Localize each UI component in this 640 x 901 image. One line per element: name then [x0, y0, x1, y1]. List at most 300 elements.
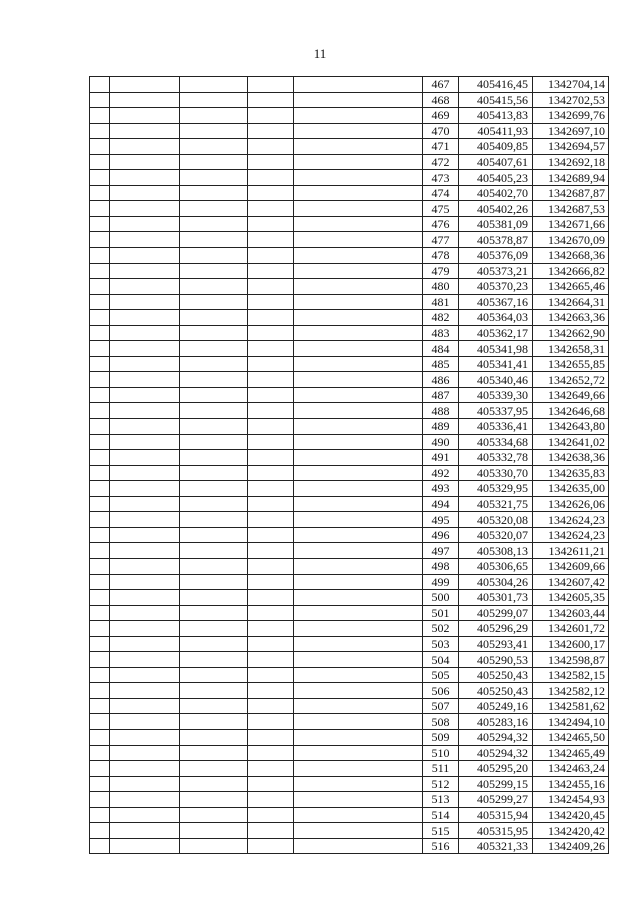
y-coordinate-cell: 1342641,02 — [533, 434, 609, 450]
x-coordinate-cell: 405294,32 — [459, 745, 533, 761]
x-coordinate-cell: 405405,23 — [459, 170, 533, 186]
blank-cell-5 — [294, 838, 423, 854]
point-number-cell: 512 — [423, 776, 459, 792]
blank-cell-2 — [110, 823, 180, 839]
blank-cell-1 — [90, 341, 110, 357]
blank-cell-4 — [248, 465, 294, 481]
point-number-cell: 482 — [423, 310, 459, 326]
blank-cell-5 — [294, 558, 423, 574]
point-number-cell: 485 — [423, 356, 459, 372]
point-number-cell: 493 — [423, 481, 459, 497]
blank-cell-2 — [110, 216, 180, 232]
blank-cell-1 — [90, 838, 110, 854]
y-coordinate-cell: 1342665,46 — [533, 279, 609, 295]
table-row — [90, 356, 609, 372]
blank-cell-5 — [294, 201, 423, 217]
blank-cell-3 — [180, 248, 248, 264]
blank-cell-4 — [248, 652, 294, 668]
blank-cell-1 — [90, 108, 110, 124]
point-number-cell: 495 — [423, 512, 459, 528]
blank-cell-3 — [180, 216, 248, 232]
blank-cell-1 — [90, 201, 110, 217]
table-row — [90, 729, 609, 745]
x-coordinate-cell: 405402,70 — [459, 185, 533, 201]
x-coordinate-cell: 405362,17 — [459, 325, 533, 341]
blank-cell-2 — [110, 496, 180, 512]
blank-cell-5 — [294, 341, 423, 357]
blank-cell-1 — [90, 248, 110, 264]
coordinates-table — [89, 76, 609, 854]
blank-cell-1 — [90, 450, 110, 466]
y-coordinate-cell: 1342465,49 — [533, 745, 609, 761]
table-row — [90, 185, 609, 201]
blank-cell-5 — [294, 139, 423, 155]
blank-cell-3 — [180, 527, 248, 543]
blank-cell-5 — [294, 356, 423, 372]
blank-cell-2 — [110, 232, 180, 248]
blank-cell-4 — [248, 419, 294, 435]
blank-cell-4 — [248, 434, 294, 450]
y-coordinate-cell: 1342455,16 — [533, 776, 609, 792]
blank-cell-1 — [90, 698, 110, 714]
table-row — [90, 387, 609, 403]
blank-cell-1 — [90, 590, 110, 606]
blank-cell-5 — [294, 248, 423, 264]
table-row — [90, 512, 609, 528]
blank-cell-3 — [180, 543, 248, 559]
point-number-cell: 514 — [423, 807, 459, 823]
blank-cell-4 — [248, 776, 294, 792]
x-coordinate-cell: 405250,43 — [459, 683, 533, 699]
point-number-cell: 480 — [423, 279, 459, 295]
blank-cell-3 — [180, 294, 248, 310]
table-row — [90, 761, 609, 777]
table-row — [90, 341, 609, 357]
table-row — [90, 325, 609, 341]
blank-cell-4 — [248, 263, 294, 279]
blank-cell-4 — [248, 310, 294, 326]
blank-cell-2 — [110, 263, 180, 279]
x-coordinate-cell: 405301,73 — [459, 590, 533, 606]
point-number-cell: 494 — [423, 496, 459, 512]
x-coordinate-cell: 405411,93 — [459, 123, 533, 139]
blank-cell-1 — [90, 92, 110, 108]
x-coordinate-cell: 405364,03 — [459, 310, 533, 326]
blank-cell-1 — [90, 154, 110, 170]
x-coordinate-cell: 405370,23 — [459, 279, 533, 295]
blank-cell-4 — [248, 590, 294, 606]
blank-cell-5 — [294, 465, 423, 481]
blank-cell-3 — [180, 792, 248, 808]
x-coordinate-cell: 405330,70 — [459, 465, 533, 481]
blank-cell-1 — [90, 170, 110, 186]
y-coordinate-cell: 1342420,45 — [533, 807, 609, 823]
blank-cell-4 — [248, 667, 294, 683]
table-row — [90, 698, 609, 714]
blank-cell-5 — [294, 310, 423, 326]
point-number-cell: 484 — [423, 341, 459, 357]
blank-cell-5 — [294, 481, 423, 497]
blank-cell-5 — [294, 621, 423, 637]
blank-cell-2 — [110, 434, 180, 450]
table-row — [90, 496, 609, 512]
point-number-cell: 474 — [423, 185, 459, 201]
table-row — [90, 838, 609, 854]
blank-cell-5 — [294, 185, 423, 201]
point-number-cell: 481 — [423, 294, 459, 310]
blank-cell-4 — [248, 512, 294, 528]
x-coordinate-cell: 405416,45 — [459, 77, 533, 93]
table-row — [90, 170, 609, 186]
point-number-cell: 503 — [423, 636, 459, 652]
blank-cell-5 — [294, 590, 423, 606]
x-coordinate-cell: 405249,16 — [459, 698, 533, 714]
point-number-cell: 470 — [423, 123, 459, 139]
point-number-cell: 497 — [423, 543, 459, 559]
point-number-cell: 476 — [423, 216, 459, 232]
point-number-cell: 496 — [423, 527, 459, 543]
blank-cell-2 — [110, 792, 180, 808]
y-coordinate-cell: 1342652,72 — [533, 372, 609, 388]
blank-cell-3 — [180, 838, 248, 854]
x-coordinate-cell: 405332,78 — [459, 450, 533, 466]
x-coordinate-cell: 405378,87 — [459, 232, 533, 248]
blank-cell-3 — [180, 823, 248, 839]
blank-cell-5 — [294, 263, 423, 279]
table-row — [90, 543, 609, 559]
blank-cell-5 — [294, 776, 423, 792]
y-coordinate-cell: 1342671,66 — [533, 216, 609, 232]
table-row — [90, 590, 609, 606]
blank-cell-2 — [110, 450, 180, 466]
x-coordinate-cell: 405413,83 — [459, 108, 533, 124]
point-number-cell: 486 — [423, 372, 459, 388]
blank-cell-2 — [110, 605, 180, 621]
x-coordinate-cell: 405402,26 — [459, 201, 533, 217]
blank-cell-4 — [248, 372, 294, 388]
blank-cell-1 — [90, 465, 110, 481]
blank-cell-1 — [90, 823, 110, 839]
blank-cell-2 — [110, 185, 180, 201]
table-row — [90, 279, 609, 295]
point-number-cell: 492 — [423, 465, 459, 481]
blank-cell-1 — [90, 729, 110, 745]
point-number-cell: 477 — [423, 232, 459, 248]
y-coordinate-cell: 1342603,44 — [533, 605, 609, 621]
blank-cell-2 — [110, 403, 180, 419]
blank-cell-4 — [248, 356, 294, 372]
blank-cell-1 — [90, 621, 110, 637]
x-coordinate-cell: 405329,95 — [459, 481, 533, 497]
blank-cell-4 — [248, 838, 294, 854]
blank-cell-3 — [180, 356, 248, 372]
page-number: 11 — [313, 46, 327, 61]
point-number-cell: 489 — [423, 419, 459, 435]
blank-cell-4 — [248, 761, 294, 777]
point-number-cell: 499 — [423, 574, 459, 590]
blank-cell-5 — [294, 496, 423, 512]
blank-cell-1 — [90, 77, 110, 93]
blank-cell-2 — [110, 108, 180, 124]
x-coordinate-cell: 405367,16 — [459, 294, 533, 310]
point-number-cell: 468 — [423, 92, 459, 108]
blank-cell-3 — [180, 481, 248, 497]
blank-cell-1 — [90, 310, 110, 326]
x-coordinate-cell: 405290,53 — [459, 652, 533, 668]
y-coordinate-cell: 1342704,14 — [533, 77, 609, 93]
blank-cell-4 — [248, 325, 294, 341]
blank-cell-3 — [180, 419, 248, 435]
y-coordinate-cell: 1342465,50 — [533, 729, 609, 745]
x-coordinate-cell: 405381,09 — [459, 216, 533, 232]
blank-cell-3 — [180, 574, 248, 590]
table-row — [90, 683, 609, 699]
blank-cell-4 — [248, 543, 294, 559]
point-number-cell: 488 — [423, 403, 459, 419]
x-coordinate-cell: 405321,33 — [459, 838, 533, 854]
blank-cell-5 — [294, 745, 423, 761]
y-coordinate-cell: 1342702,53 — [533, 92, 609, 108]
blank-cell-3 — [180, 170, 248, 186]
table-row — [90, 745, 609, 761]
blank-cell-2 — [110, 838, 180, 854]
table-row — [90, 636, 609, 652]
blank-cell-5 — [294, 216, 423, 232]
blank-cell-2 — [110, 201, 180, 217]
blank-cell-1 — [90, 387, 110, 403]
y-coordinate-cell: 1342635,00 — [533, 481, 609, 497]
y-coordinate-cell: 1342624,23 — [533, 512, 609, 528]
point-number-cell: 508 — [423, 714, 459, 730]
blank-cell-1 — [90, 356, 110, 372]
blank-cell-5 — [294, 605, 423, 621]
y-coordinate-cell: 1342609,66 — [533, 558, 609, 574]
blank-cell-1 — [90, 372, 110, 388]
point-number-cell: 516 — [423, 838, 459, 854]
y-coordinate-cell: 1342663,36 — [533, 310, 609, 326]
point-number-cell: 479 — [423, 263, 459, 279]
y-coordinate-cell: 1342670,09 — [533, 232, 609, 248]
blank-cell-3 — [180, 77, 248, 93]
blank-cell-1 — [90, 714, 110, 730]
blank-cell-4 — [248, 139, 294, 155]
point-number-cell: 507 — [423, 698, 459, 714]
y-coordinate-cell: 1342662,90 — [533, 325, 609, 341]
blank-cell-5 — [294, 279, 423, 295]
y-coordinate-cell: 1342646,68 — [533, 403, 609, 419]
y-coordinate-cell: 1342638,36 — [533, 450, 609, 466]
blank-cell-3 — [180, 714, 248, 730]
table-row — [90, 139, 609, 155]
blank-cell-1 — [90, 232, 110, 248]
table-row — [90, 154, 609, 170]
point-number-cell: 487 — [423, 387, 459, 403]
blank-cell-4 — [248, 248, 294, 264]
blank-cell-4 — [248, 123, 294, 139]
blank-cell-4 — [248, 216, 294, 232]
blank-cell-2 — [110, 621, 180, 637]
blank-cell-3 — [180, 465, 248, 481]
y-coordinate-cell: 1342668,36 — [533, 248, 609, 264]
blank-cell-2 — [110, 139, 180, 155]
blank-cell-1 — [90, 512, 110, 528]
blank-cell-1 — [90, 543, 110, 559]
y-coordinate-cell: 1342635,83 — [533, 465, 609, 481]
table-row — [90, 372, 609, 388]
blank-cell-4 — [248, 450, 294, 466]
y-coordinate-cell: 1342694,57 — [533, 139, 609, 155]
blank-cell-4 — [248, 108, 294, 124]
y-coordinate-cell: 1342494,10 — [533, 714, 609, 730]
blank-cell-2 — [110, 419, 180, 435]
x-coordinate-cell: 405304,26 — [459, 574, 533, 590]
blank-cell-1 — [90, 807, 110, 823]
y-coordinate-cell: 1342582,12 — [533, 683, 609, 699]
blank-cell-5 — [294, 450, 423, 466]
blank-cell-3 — [180, 807, 248, 823]
blank-cell-4 — [248, 636, 294, 652]
blank-cell-2 — [110, 761, 180, 777]
blank-cell-4 — [248, 92, 294, 108]
x-coordinate-cell: 405340,46 — [459, 372, 533, 388]
blank-cell-1 — [90, 527, 110, 543]
blank-cell-2 — [110, 807, 180, 823]
blank-cell-1 — [90, 496, 110, 512]
blank-cell-2 — [110, 574, 180, 590]
blank-cell-5 — [294, 527, 423, 543]
blank-cell-3 — [180, 761, 248, 777]
blank-cell-2 — [110, 512, 180, 528]
x-coordinate-cell: 405283,16 — [459, 714, 533, 730]
blank-cell-4 — [248, 605, 294, 621]
blank-cell-2 — [110, 590, 180, 606]
blank-cell-5 — [294, 683, 423, 699]
x-coordinate-cell: 405337,95 — [459, 403, 533, 419]
x-coordinate-cell: 405293,41 — [459, 636, 533, 652]
table-row — [90, 216, 609, 232]
table-row — [90, 263, 609, 279]
y-coordinate-cell: 1342626,06 — [533, 496, 609, 512]
blank-cell-1 — [90, 636, 110, 652]
blank-cell-3 — [180, 108, 248, 124]
blank-cell-4 — [248, 279, 294, 295]
blank-cell-5 — [294, 403, 423, 419]
blank-cell-4 — [248, 170, 294, 186]
blank-cell-1 — [90, 574, 110, 590]
blank-cell-2 — [110, 667, 180, 683]
point-number-cell: 491 — [423, 450, 459, 466]
table-row — [90, 232, 609, 248]
y-coordinate-cell: 1342454,93 — [533, 792, 609, 808]
blank-cell-3 — [180, 652, 248, 668]
blank-cell-1 — [90, 745, 110, 761]
x-coordinate-cell: 405295,20 — [459, 761, 533, 777]
blank-cell-1 — [90, 761, 110, 777]
y-coordinate-cell: 1342687,87 — [533, 185, 609, 201]
y-coordinate-cell: 1342582,15 — [533, 667, 609, 683]
blank-cell-2 — [110, 92, 180, 108]
blank-cell-1 — [90, 434, 110, 450]
blank-cell-2 — [110, 310, 180, 326]
blank-cell-3 — [180, 92, 248, 108]
x-coordinate-cell: 405320,07 — [459, 527, 533, 543]
blank-cell-3 — [180, 201, 248, 217]
blank-cell-3 — [180, 450, 248, 466]
blank-cell-2 — [110, 776, 180, 792]
y-coordinate-cell: 1342611,21 — [533, 543, 609, 559]
blank-cell-1 — [90, 325, 110, 341]
blank-cell-4 — [248, 77, 294, 93]
blank-cell-4 — [248, 185, 294, 201]
blank-cell-3 — [180, 387, 248, 403]
y-coordinate-cell: 1342692,18 — [533, 154, 609, 170]
y-coordinate-cell: 1342689,94 — [533, 170, 609, 186]
y-coordinate-cell: 1342624,23 — [533, 527, 609, 543]
y-coordinate-cell: 1342699,76 — [533, 108, 609, 124]
table-row — [90, 823, 609, 839]
blank-cell-5 — [294, 636, 423, 652]
blank-cell-1 — [90, 263, 110, 279]
blank-cell-4 — [248, 574, 294, 590]
blank-cell-2 — [110, 279, 180, 295]
table-row — [90, 574, 609, 590]
blank-cell-5 — [294, 294, 423, 310]
table-row — [90, 294, 609, 310]
point-number-cell: 515 — [423, 823, 459, 839]
x-coordinate-cell: 405341,41 — [459, 356, 533, 372]
blank-cell-1 — [90, 216, 110, 232]
blank-cell-3 — [180, 512, 248, 528]
table-row — [90, 434, 609, 450]
blank-cell-1 — [90, 652, 110, 668]
blank-cell-5 — [294, 714, 423, 730]
y-coordinate-cell: 1342666,82 — [533, 263, 609, 279]
blank-cell-4 — [248, 403, 294, 419]
y-coordinate-cell: 1342601,72 — [533, 621, 609, 637]
blank-cell-4 — [248, 154, 294, 170]
blank-cell-5 — [294, 667, 423, 683]
blank-cell-3 — [180, 123, 248, 139]
table-row — [90, 558, 609, 574]
blank-cell-2 — [110, 154, 180, 170]
blank-cell-2 — [110, 77, 180, 93]
y-coordinate-cell: 1342664,31 — [533, 294, 609, 310]
x-coordinate-cell: 405409,85 — [459, 139, 533, 155]
blank-cell-1 — [90, 776, 110, 792]
y-coordinate-cell: 1342409,26 — [533, 838, 609, 854]
x-coordinate-cell: 405407,61 — [459, 154, 533, 170]
blank-cell-3 — [180, 745, 248, 761]
blank-cell-4 — [248, 387, 294, 403]
y-coordinate-cell: 1342598,87 — [533, 652, 609, 668]
blank-cell-5 — [294, 761, 423, 777]
y-coordinate-cell: 1342581,62 — [533, 698, 609, 714]
blank-cell-4 — [248, 496, 294, 512]
blank-cell-1 — [90, 667, 110, 683]
table-row — [90, 652, 609, 668]
blank-cell-5 — [294, 543, 423, 559]
x-coordinate-cell: 405306,65 — [459, 558, 533, 574]
blank-cell-5 — [294, 652, 423, 668]
blank-cell-2 — [110, 683, 180, 699]
point-number-cell: 475 — [423, 201, 459, 217]
point-number-cell: 490 — [423, 434, 459, 450]
x-coordinate-cell: 405315,95 — [459, 823, 533, 839]
blank-cell-2 — [110, 341, 180, 357]
blank-cell-1 — [90, 185, 110, 201]
table-row — [90, 419, 609, 435]
x-coordinate-cell: 405294,32 — [459, 729, 533, 745]
